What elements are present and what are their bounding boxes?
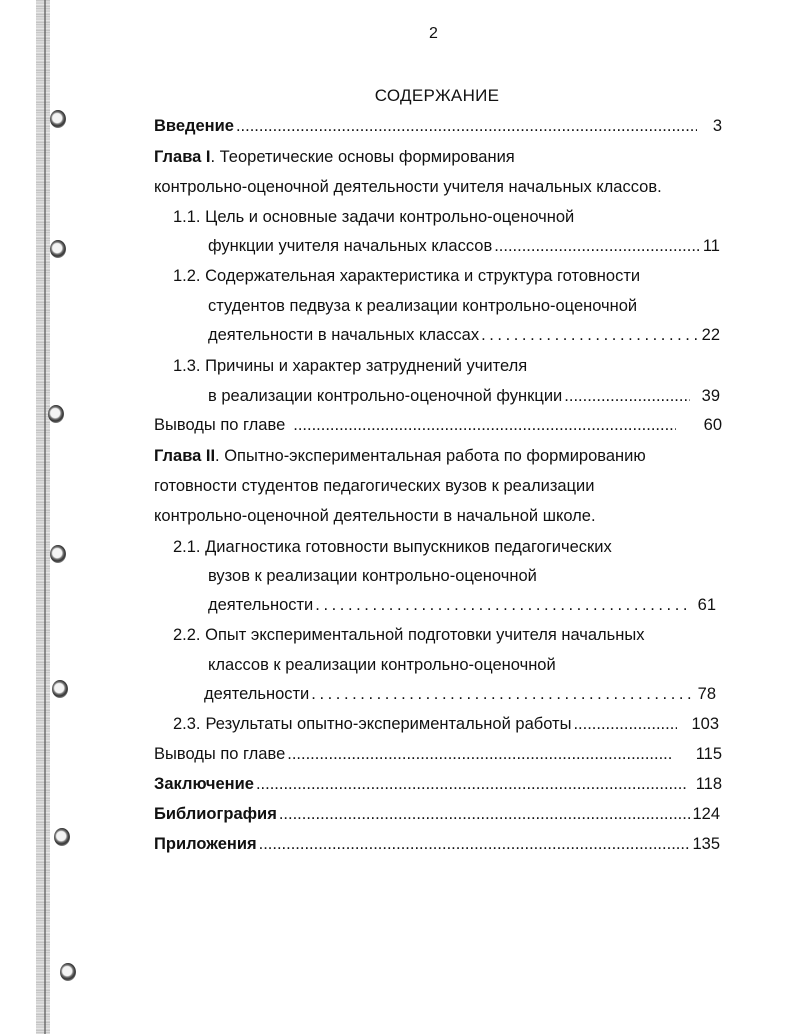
leader-dots (573, 714, 677, 734)
leader-dots (564, 386, 689, 406)
punch-hole (48, 405, 64, 423)
punch-hole (54, 828, 70, 846)
section-title-cont: деятельности в начальных классах (208, 326, 480, 344)
section-number: 1.3. (173, 357, 201, 375)
toc-entry-chapter1-conclusions[interactable] (154, 415, 722, 435)
entry-page: 135 (692, 835, 720, 853)
leader-dots (279, 804, 691, 824)
leader-dots (256, 774, 688, 794)
entry-page: 60 (703, 416, 722, 434)
section-1-3-line2 (208, 386, 720, 406)
leader-dots (287, 744, 671, 764)
section-title: Содержательная характеристика и структура готовности (205, 267, 641, 285)
leader-dots (315, 595, 689, 615)
section-1-1-line2 (208, 236, 720, 256)
binding-edge (0, 0, 80, 1034)
section-title-cont: функции учителя начальных классов (208, 237, 493, 255)
chapter2-title-line2: готовности студентов педагогических вузов к реализации (154, 477, 595, 495)
entry-page: 124 (692, 805, 720, 823)
entry-label: Введение (154, 117, 234, 135)
binding-line (44, 0, 46, 1034)
section-2-2-line2: классов к реализации контрольно-оценочной (208, 656, 556, 674)
section-number: 1.1. (173, 208, 201, 226)
toc-entry-bibliography[interactable] (154, 804, 720, 824)
section-number: 2.2. (173, 626, 201, 644)
section-title: Причины и характер затруднений учителя (205, 357, 528, 375)
section-2-1[interactable] (173, 537, 612, 557)
entry-page: 78 (697, 685, 716, 703)
section-title-cont: деятельности (208, 596, 314, 614)
section-title: Результаты опытно-экспериментальной работы (205, 715, 572, 733)
toc-entry-appendices[interactable] (154, 834, 720, 854)
section-title: Опыт экспериментальной подготовки учителя начальных (205, 626, 645, 644)
chapter-prefix: Глава I (154, 148, 211, 166)
chapter2-title-line3: контрольно-оценочной деятельности в начальной школе. (154, 507, 596, 525)
entry-label: Выводы по главе (154, 416, 286, 434)
leader-dots (481, 325, 700, 345)
leader-dots (494, 236, 701, 256)
section-title-cont: в реализации контрольно-оценочной функции (208, 387, 563, 405)
chapter-prefix: Глава II (154, 447, 216, 465)
section-title-cont: деятельности (204, 685, 310, 703)
section-number: 2.3. (173, 715, 201, 733)
punch-hole (60, 963, 76, 981)
section-title: Цель и основные задачи контрольно-оценочной (205, 208, 575, 226)
binding-strip (36, 0, 50, 1034)
punch-hole (50, 110, 66, 128)
section-2-2[interactable] (173, 625, 645, 645)
leader-dots (236, 116, 697, 136)
punch-hole (50, 545, 66, 563)
section-1-2-line3 (208, 325, 720, 345)
entry-label: Выводы по главе (154, 745, 286, 763)
section-number: 2.1. (173, 538, 201, 556)
entry-label: Заключение (154, 775, 254, 793)
entry-page: 118 (695, 775, 722, 793)
chapter2-heading[interactable] (154, 446, 646, 466)
toc-title: СОДЕРЖАНИЕ (374, 86, 500, 105)
section-title: Диагностика готовности выпускников педагогических (205, 538, 612, 556)
section-1-3[interactable] (173, 356, 527, 376)
toc-entry-conclusion[interactable] (154, 774, 722, 794)
section-2-1-line2: вузов к реализации контрольно-оценочной (208, 567, 537, 585)
toc-entry-chapter2-conclusions[interactable] (154, 744, 722, 764)
chapter-title: . Опытно-экспериментальная работа по формированию (215, 447, 646, 465)
entry-page: 103 (691, 715, 719, 733)
page-number: 2 (429, 25, 438, 42)
punch-hole (50, 240, 66, 258)
section-2-2-line3 (204, 684, 716, 704)
section-number: 1.2. (173, 267, 201, 285)
leader-dots (293, 415, 675, 435)
leader-dots (311, 684, 695, 704)
punch-hole (52, 680, 68, 698)
section-1-1[interactable] (173, 207, 574, 227)
entry-page: 39 (701, 387, 720, 405)
section-1-2-line2: студентов педвуза к реализации контрольно-оценочной (208, 297, 638, 315)
toc-entry-intro[interactable] (154, 116, 722, 136)
entry-label: Библиография (154, 805, 277, 823)
chapter1-title-line2: контрольно-оценочной деятельности учителя начальных классов. (154, 178, 662, 196)
entry-page: 11 (702, 237, 720, 255)
entry-page: 22 (701, 326, 720, 344)
entry-page: 61 (697, 596, 716, 614)
chapter1-heading[interactable] (154, 147, 515, 167)
leader-dots (259, 834, 691, 854)
chapter-title: . Теоретические основы формирования (210, 148, 515, 166)
entry-page: 3 (712, 117, 722, 135)
section-2-3[interactable] (173, 714, 719, 734)
section-2-1-line3 (208, 595, 716, 615)
entry-label: Приложения (154, 835, 257, 853)
section-1-2[interactable] (173, 266, 640, 286)
entry-page: 115 (695, 745, 722, 763)
